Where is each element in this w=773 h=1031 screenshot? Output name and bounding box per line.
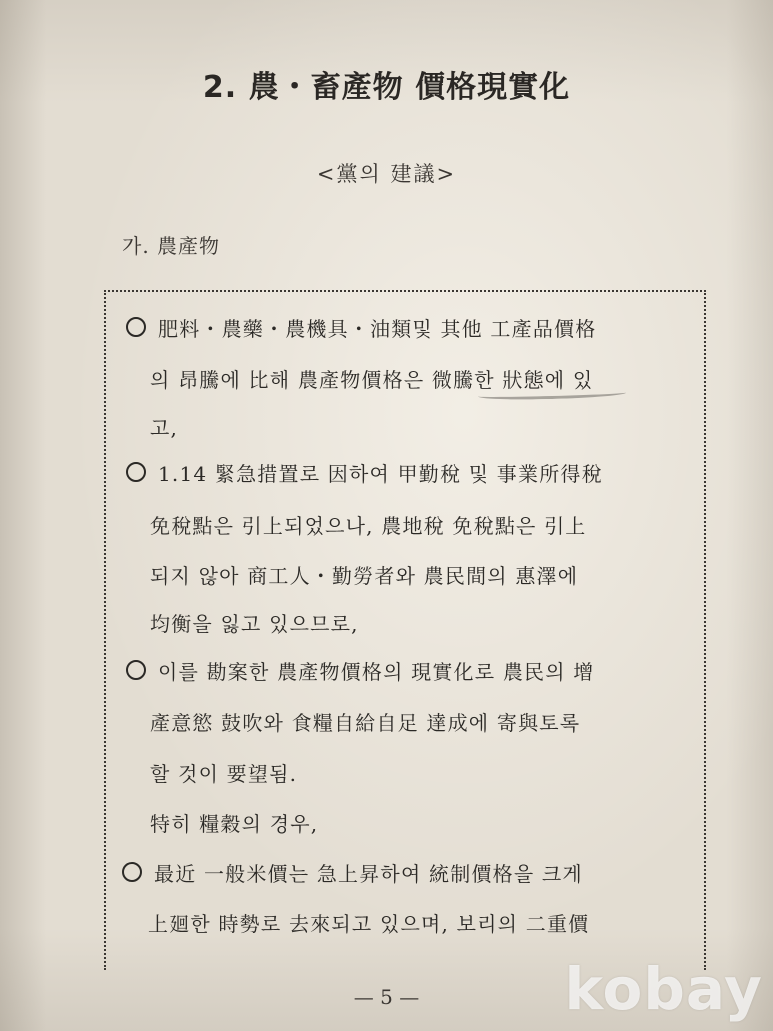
text-line: 고,	[150, 416, 179, 440]
section-label: 가. 農產物	[122, 234, 221, 258]
text-line: 特히 糧穀의 경우,	[150, 812, 319, 836]
bullet-circle-icon	[126, 317, 146, 337]
page-title: 2. 農・畜產物 價格現實化	[202, 70, 571, 105]
text-line: 免稅點은 引上되었으나, 農地稅 免稅點은 引上	[150, 514, 587, 538]
text-line: 할 것이 要望됨.	[150, 762, 298, 786]
bullet-circle-icon	[126, 462, 146, 482]
text-line: 最近 一般米價는 急上昇하여 統制價格을 크게	[122, 858, 583, 887]
page-number: — 5 —	[353, 985, 420, 1009]
page-subtitle: <黨의 建議>	[316, 162, 457, 186]
text-line: 肥料・農藥・農機具・油類및 其他 工產品價格	[126, 313, 596, 342]
text-line: 이를 勘案한 農產物價格의 現實化로 農民의 增	[126, 656, 595, 685]
watermark-logo: kobay	[564, 955, 763, 1023]
text-line: 上廻한 時勢로 去來되고 있으며, 보리의 二重價	[148, 912, 590, 936]
bullet-circle-icon	[122, 862, 142, 882]
bullet-circle-icon	[126, 660, 146, 680]
text-line: 均衡을 잃고 있으므로,	[150, 612, 359, 636]
text-line: 1.14 緊急措置로 因하여 甲勤稅 및 事業所得稅	[126, 458, 603, 487]
text-line: 의 昂騰에 比해 農產物價格은 微騰한 狀態에 있	[150, 368, 594, 392]
text-line: 產意慾 鼓吹와 食糧自給自足 達成에 寄與토록	[150, 711, 581, 735]
text-line: 되지 않아 商工人・勤勞者와 農民間의 惠澤에	[150, 564, 579, 588]
